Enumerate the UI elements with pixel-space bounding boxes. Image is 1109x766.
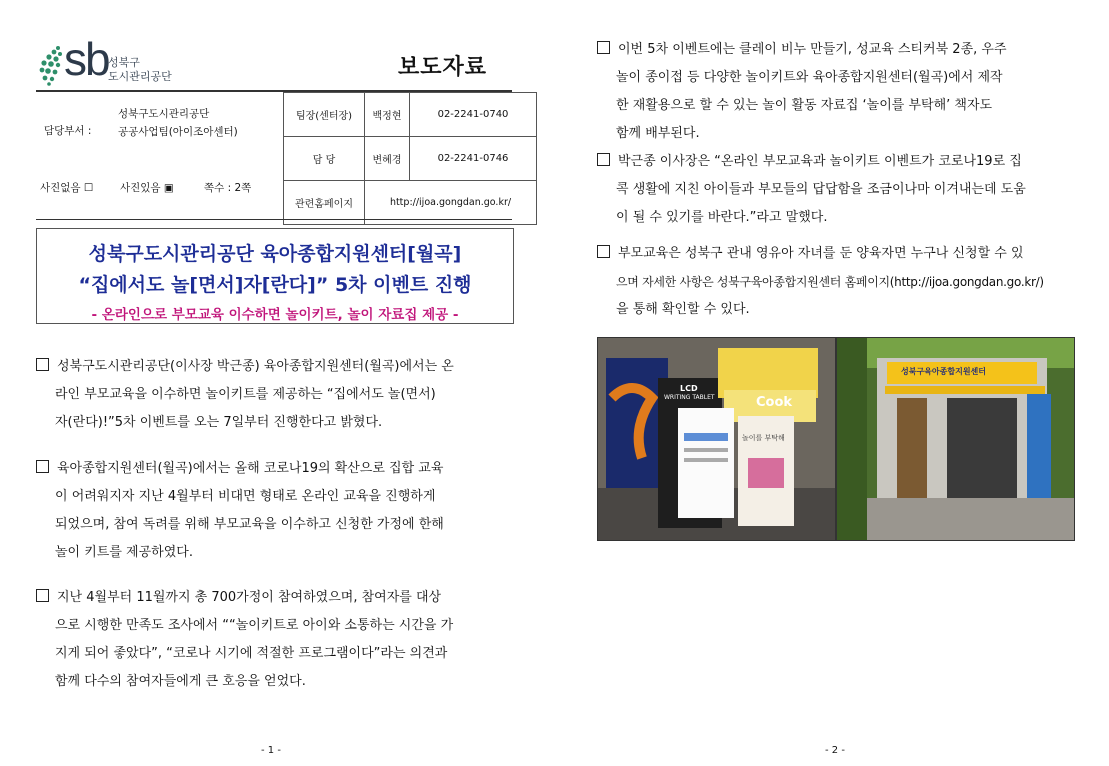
contact-phone: 02-2241-0746 (410, 137, 537, 181)
right-paragraph-3 (597, 240, 1081, 324)
logo-text: sb (64, 33, 109, 85)
logo-org-line2: 도시관리공단 (108, 70, 172, 83)
right-paragraph-1 (597, 36, 1081, 148)
title-line1: 성북구도시관리공단 육아종합지원센터[월곡] (88, 243, 462, 265)
checkbox-bullet-icon (36, 589, 49, 602)
kit-tablet-label-1: LCD (680, 384, 698, 393)
homepage-url[interactable]: http://ijoa.gongdan.go.kr/ (365, 181, 537, 225)
paragraph-line: 콕 생활에 지친 아이들과 부모들의 답답함을 조금이나마 이겨내는데 도움 (616, 182, 1026, 197)
kit-tablet-label-2: WRITING TABLET (664, 394, 715, 401)
checkbox-bullet-icon (597, 41, 610, 54)
building-sign-text: 성북구육아종합지원센터 (901, 367, 987, 376)
center-building-photo (836, 337, 1075, 541)
contact-name: 백정현 (365, 93, 410, 137)
paragraph-line: 으며 자세한 사항은 성북구육아종합지원센터 홈페이지(http://ijoa.gongdan.go.kr/) (616, 275, 1044, 289)
paragraph-line: 놀이 종이접 등 다양한 놀이키트와 육아종합지원센터(월곡)에서 제작 (616, 70, 1003, 85)
play-kit-illustration (598, 338, 835, 540)
title-subtitle: - 온라인으로 부모교육 이수하면 놀이키트, 놀이 자료집 제공 - (91, 307, 459, 323)
contact-role: 담 당 (284, 137, 365, 181)
paragraph-line: 육아종합지원센터(월곡)에서는 올해 코로나19의 확산으로 집합 교육 (57, 461, 444, 476)
paragraph-line: 이번 5차 이벤트에는 클레이 비누 만들기, 성교육 스티커북 2종, 우주 (618, 42, 1007, 57)
photo-yes-checkbox: 사진있음 ▣ (120, 182, 174, 194)
dept-line1: 성북구도시관리공단 (118, 108, 210, 120)
logo-dots-icon (38, 44, 64, 86)
paragraph-line: 라인 부모교육을 이수하면 놀이키트를 제공하는 “집에서도 놀(면서) (55, 387, 436, 402)
contact-name: 변혜경 (365, 137, 410, 181)
kit-cook-label: Cook (756, 395, 793, 410)
dept-line2: 공공사업팀(아이조아센터) (118, 126, 238, 138)
paragraph-line: 한 재활용으로 할 수 있는 놀이 활동 자료집 ‘놀이를 부탁해’ 책자도 (616, 98, 993, 113)
paragraph-line: 놀이 키트를 제공하였다. (55, 545, 193, 560)
paragraph-line: 부모교육은 성북구 관내 영유아 자녀를 둔 양육자면 누구나 신청할 수 있 (618, 246, 1024, 261)
left-paragraph-2 (36, 455, 516, 567)
play-kit-photo (597, 337, 836, 541)
logo-org-line1: 성북구 (108, 56, 140, 69)
contact-role: 팀장(센터장) (284, 93, 365, 137)
homepage-label: 관련홈페이지 (284, 181, 365, 225)
left-paragraph-3 (36, 584, 516, 696)
contact-table (283, 92, 537, 225)
paragraph-line: 함께 다수의 참여자들에게 큰 호응을 얻었다. (55, 674, 306, 689)
paragraph-line: 으로 시행한 만족도 조사에서 ““놀이키트로 아이와 소통하는 시간을 가 (55, 618, 454, 633)
header-rule-bottom (36, 219, 512, 220)
paragraph-line: 을 통해 확인할 수 있다. (616, 302, 750, 317)
paragraph-line: 지게 되어 좋았다”, “코로나 시기에 적절한 프로그램이다”라는 의견과 (55, 646, 448, 661)
paragraph-line: 이 될 수 있기를 바란다.”라고 말했다. (616, 210, 828, 225)
left-paragraph-1 (36, 353, 516, 437)
dept-label: 담당부서 : (44, 125, 92, 137)
press-release-heading: 보도자료 (398, 55, 488, 80)
checkbox-bullet-icon (36, 358, 49, 371)
paragraph-line: 되었으며, 참여 독려를 위해 부모교육을 이수하고 신청한 가정에 한해 (55, 517, 444, 532)
contact-phone: 02-2241-0740 (410, 93, 537, 137)
title-line2: “집에서도 놀[면서]자[란다]” 5차 이벤트 진행 (78, 274, 472, 296)
page-number-2: - 2 - (825, 745, 845, 756)
paragraph-line: 성북구도시관리공단(이사장 박근종) 육아종합지원센터(월곡)에서는 온 (57, 359, 454, 374)
paragraph-line: 자(란다)!”5차 이벤트를 오는 7일부터 진행한다고 밝혔다. (55, 415, 383, 430)
right-paragraph-2 (597, 148, 1081, 232)
page-number-1: - 1 - (261, 745, 281, 756)
page-count: 쪽수 : 2쪽 (204, 182, 252, 194)
checkbox-bullet-icon (36, 460, 49, 473)
paragraph-line: 지난 4월부터 11월까지 총 700가정이 참여하였으며, 참여자를 대상 (57, 590, 442, 605)
paragraph-line: 박근종 이사장은 “온라인 부모교육과 놀이키트 이벤트가 코로나19로 집 (618, 154, 1022, 169)
paragraph-line: 함께 배부된다. (616, 126, 700, 141)
paragraph-line: 이 어려워지자 지난 4월부터 비대면 형태로 온라인 교육을 진행하게 (55, 489, 436, 504)
title-box (36, 228, 514, 324)
kit-book-label: 놀이를 부탁해 (742, 434, 785, 442)
photo-none-checkbox: 사진없음 ☐ (40, 182, 94, 194)
checkbox-bullet-icon (597, 245, 610, 258)
checkbox-bullet-icon (597, 153, 610, 166)
